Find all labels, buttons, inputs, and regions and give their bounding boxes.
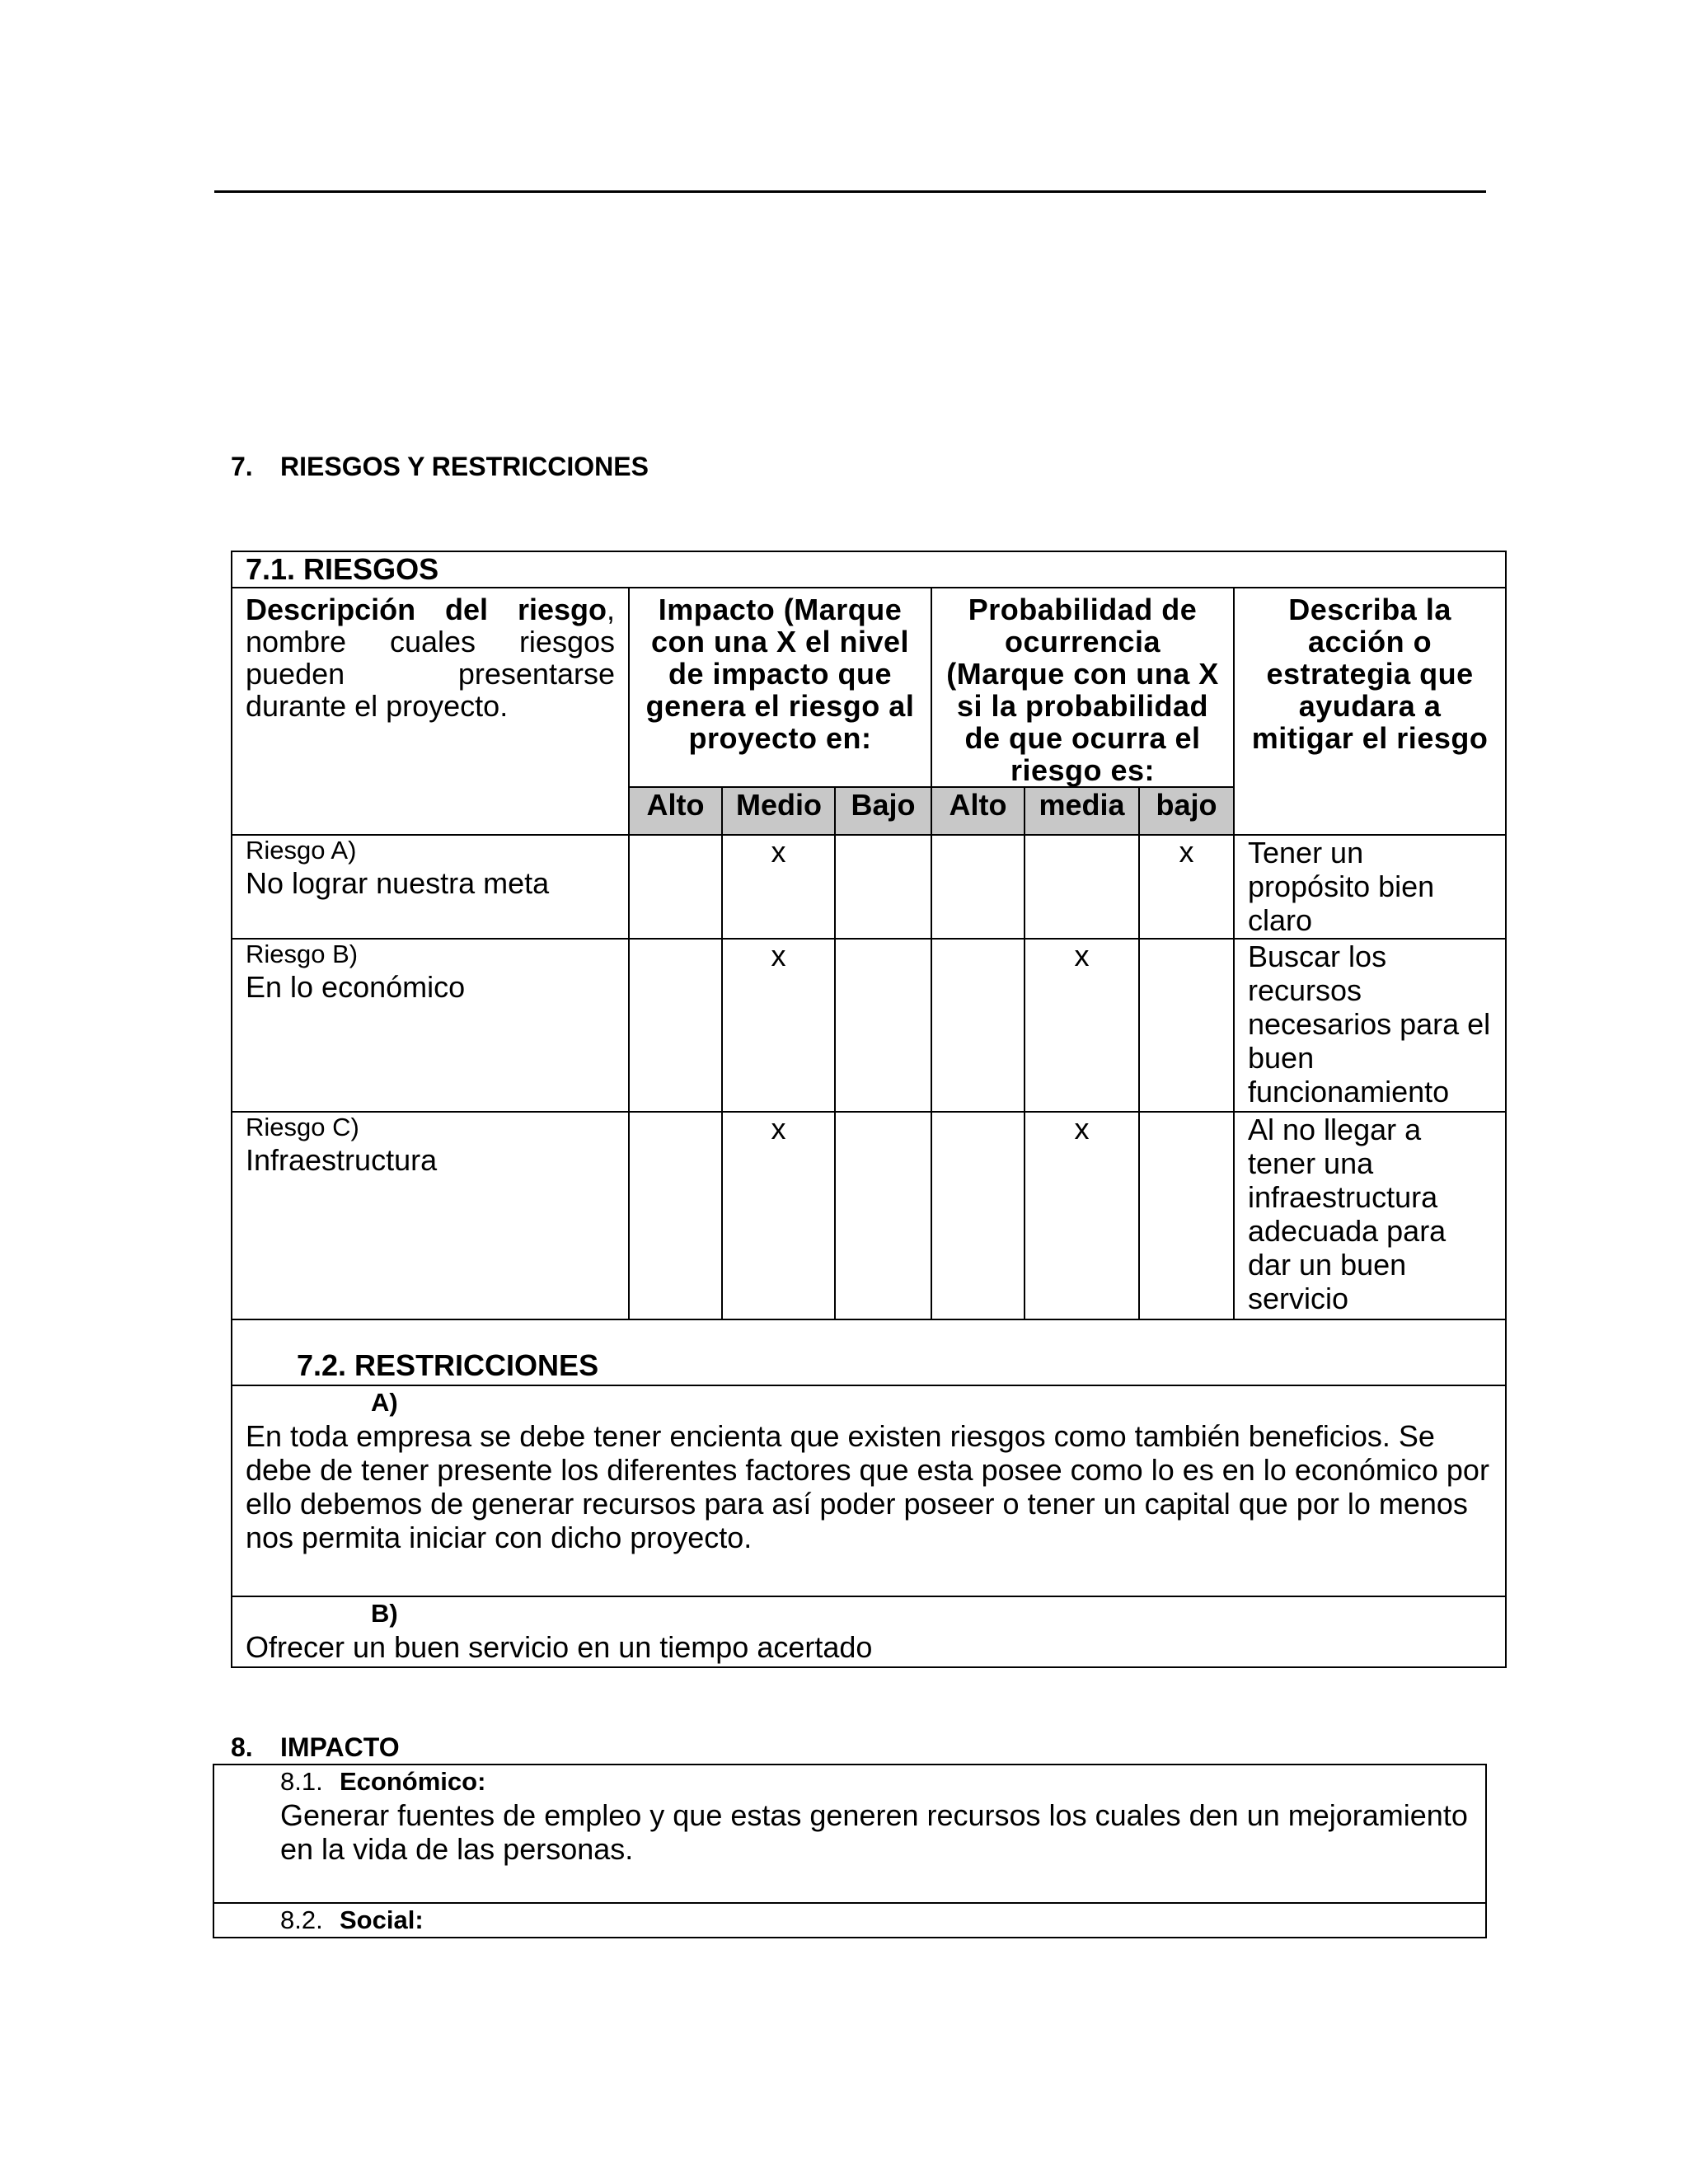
risks-title-row	[232, 551, 1506, 588]
probability-mark: x	[1025, 1112, 1139, 1319]
header-description-bold: Descripción del riesgo	[246, 593, 607, 626]
risks-header-row	[232, 588, 1506, 787]
header-rule	[214, 190, 1486, 193]
impact-mark: x	[722, 835, 835, 939]
restriction-row	[232, 1596, 1506, 1667]
risks-table	[231, 551, 1507, 1668]
restriction-text: En toda empresa se debe tener encienta que existen riesgos como también beneficios. Se debe de tener presente los diferentes factores que esta posee como lo es en lo económico por ello debemos de generar recursos para así poder poseer o tener un capital que por lo menos nos permita iniciar con dicho proyecto.	[246, 1419, 1489, 1554]
section-7-heading	[231, 452, 649, 482]
impact-mark	[835, 1112, 931, 1319]
impact-social-cell	[213, 1903, 1486, 1938]
restriction-text: Ofrecer un buen servicio en un tiempo acertado	[246, 1630, 873, 1664]
probability-level-high: Alto	[931, 787, 1025, 835]
impact-mark	[835, 835, 931, 939]
probability-mark	[1139, 1112, 1234, 1319]
risk-name: En lo económico	[246, 970, 466, 1004]
restriction-label: A)	[371, 1388, 398, 1417]
section-number: 8.	[231, 1732, 253, 1762]
probability-mark	[931, 1112, 1025, 1319]
risks-title: 7.1. RIESGOS	[232, 551, 1506, 588]
risk-name: No lograr nuestra meta	[246, 866, 550, 900]
section-number: 7.	[231, 452, 253, 481]
impact-mark	[835, 939, 931, 1112]
restriction-cell	[232, 1596, 1506, 1667]
impact-economic-title: Económico:	[340, 1767, 486, 1796]
probability-mark	[931, 939, 1025, 1112]
impact-economic-cell	[213, 1765, 1486, 1903]
impact-social-number: 8.2.	[280, 1905, 323, 1934]
risk-cell	[232, 835, 629, 939]
restriction-row	[232, 1385, 1506, 1596]
table-row	[232, 1112, 1506, 1319]
impact-mark	[629, 939, 722, 1112]
risk-label: Riesgo A)	[246, 836, 357, 865]
probability-mark	[1025, 835, 1139, 939]
risk-action: Al no llegar a tener una infraestructura adecuada para dar un buen servicio	[1234, 1112, 1506, 1319]
impact-social-row	[213, 1903, 1486, 1938]
impact-economic-label	[280, 1765, 1485, 1798]
restrictions-title-row	[232, 1319, 1506, 1385]
risk-action: Buscar los recursos necesarios para el buen funcionamiento	[1234, 939, 1506, 1112]
risk-label: Riesgo C)	[246, 1113, 359, 1141]
probability-level-low: bajo	[1139, 787, 1234, 835]
section-title: IMPACTO	[280, 1732, 400, 1762]
impact-level-medium: Medio	[722, 787, 835, 835]
table-row	[232, 835, 1506, 939]
risk-action: Tener un propósito bien claro	[1234, 835, 1506, 939]
restriction-label: B)	[371, 1599, 398, 1628]
probability-mark	[1139, 939, 1234, 1112]
risk-cell	[232, 1112, 629, 1319]
impact-social-label	[280, 1904, 1485, 1937]
table-row	[232, 939, 1506, 1112]
header-description	[232, 588, 629, 835]
section-8-heading	[231, 1732, 400, 1763]
risk-label: Riesgo B)	[246, 940, 359, 968]
impact-mark: x	[722, 1112, 835, 1319]
risk-name: Infraestructura	[246, 1143, 438, 1177]
impact-mark: x	[722, 939, 835, 1112]
header-probability: Probabilidad de ocurrencia (Marque con una X si la probabilidad de que ocurra el riesgo es:	[931, 588, 1234, 787]
impact-level-high: Alto	[629, 787, 722, 835]
probability-mark: x	[1139, 835, 1234, 939]
impact-economic-text: Generar fuentes de empleo y que estas generen recursos los cuales den un mejoramiento en la vida de las personas.	[280, 1798, 1468, 1866]
impact-level-low: Bajo	[835, 787, 931, 835]
section-title: RIESGOS Y RESTRICCIONES	[280, 452, 649, 481]
impact-economic-row	[213, 1765, 1486, 1903]
probability-mark	[931, 835, 1025, 939]
impact-social-title: Social:	[340, 1905, 424, 1934]
restrictions-title: 7.2. RESTRICCIONES	[232, 1319, 1506, 1385]
risk-cell	[232, 939, 629, 1112]
header-action: Describa la acción o estrategia que ayudara a mitigar el riesgo	[1234, 588, 1506, 835]
header-impact: Impacto (Marque con una X el nivel de impacto que genera el riesgo al proyecto en:	[629, 588, 931, 787]
impact-mark	[629, 1112, 722, 1319]
header-description-rest: , nombre cuales riesgos pueden presentarse durante el proyecto.	[246, 593, 615, 723]
impact-table	[213, 1764, 1487, 1938]
probability-mark: x	[1025, 939, 1139, 1112]
impact-mark	[629, 835, 722, 939]
restriction-cell	[232, 1385, 1506, 1596]
impact-economic-number: 8.1.	[280, 1767, 323, 1796]
probability-level-medium: media	[1025, 787, 1139, 835]
